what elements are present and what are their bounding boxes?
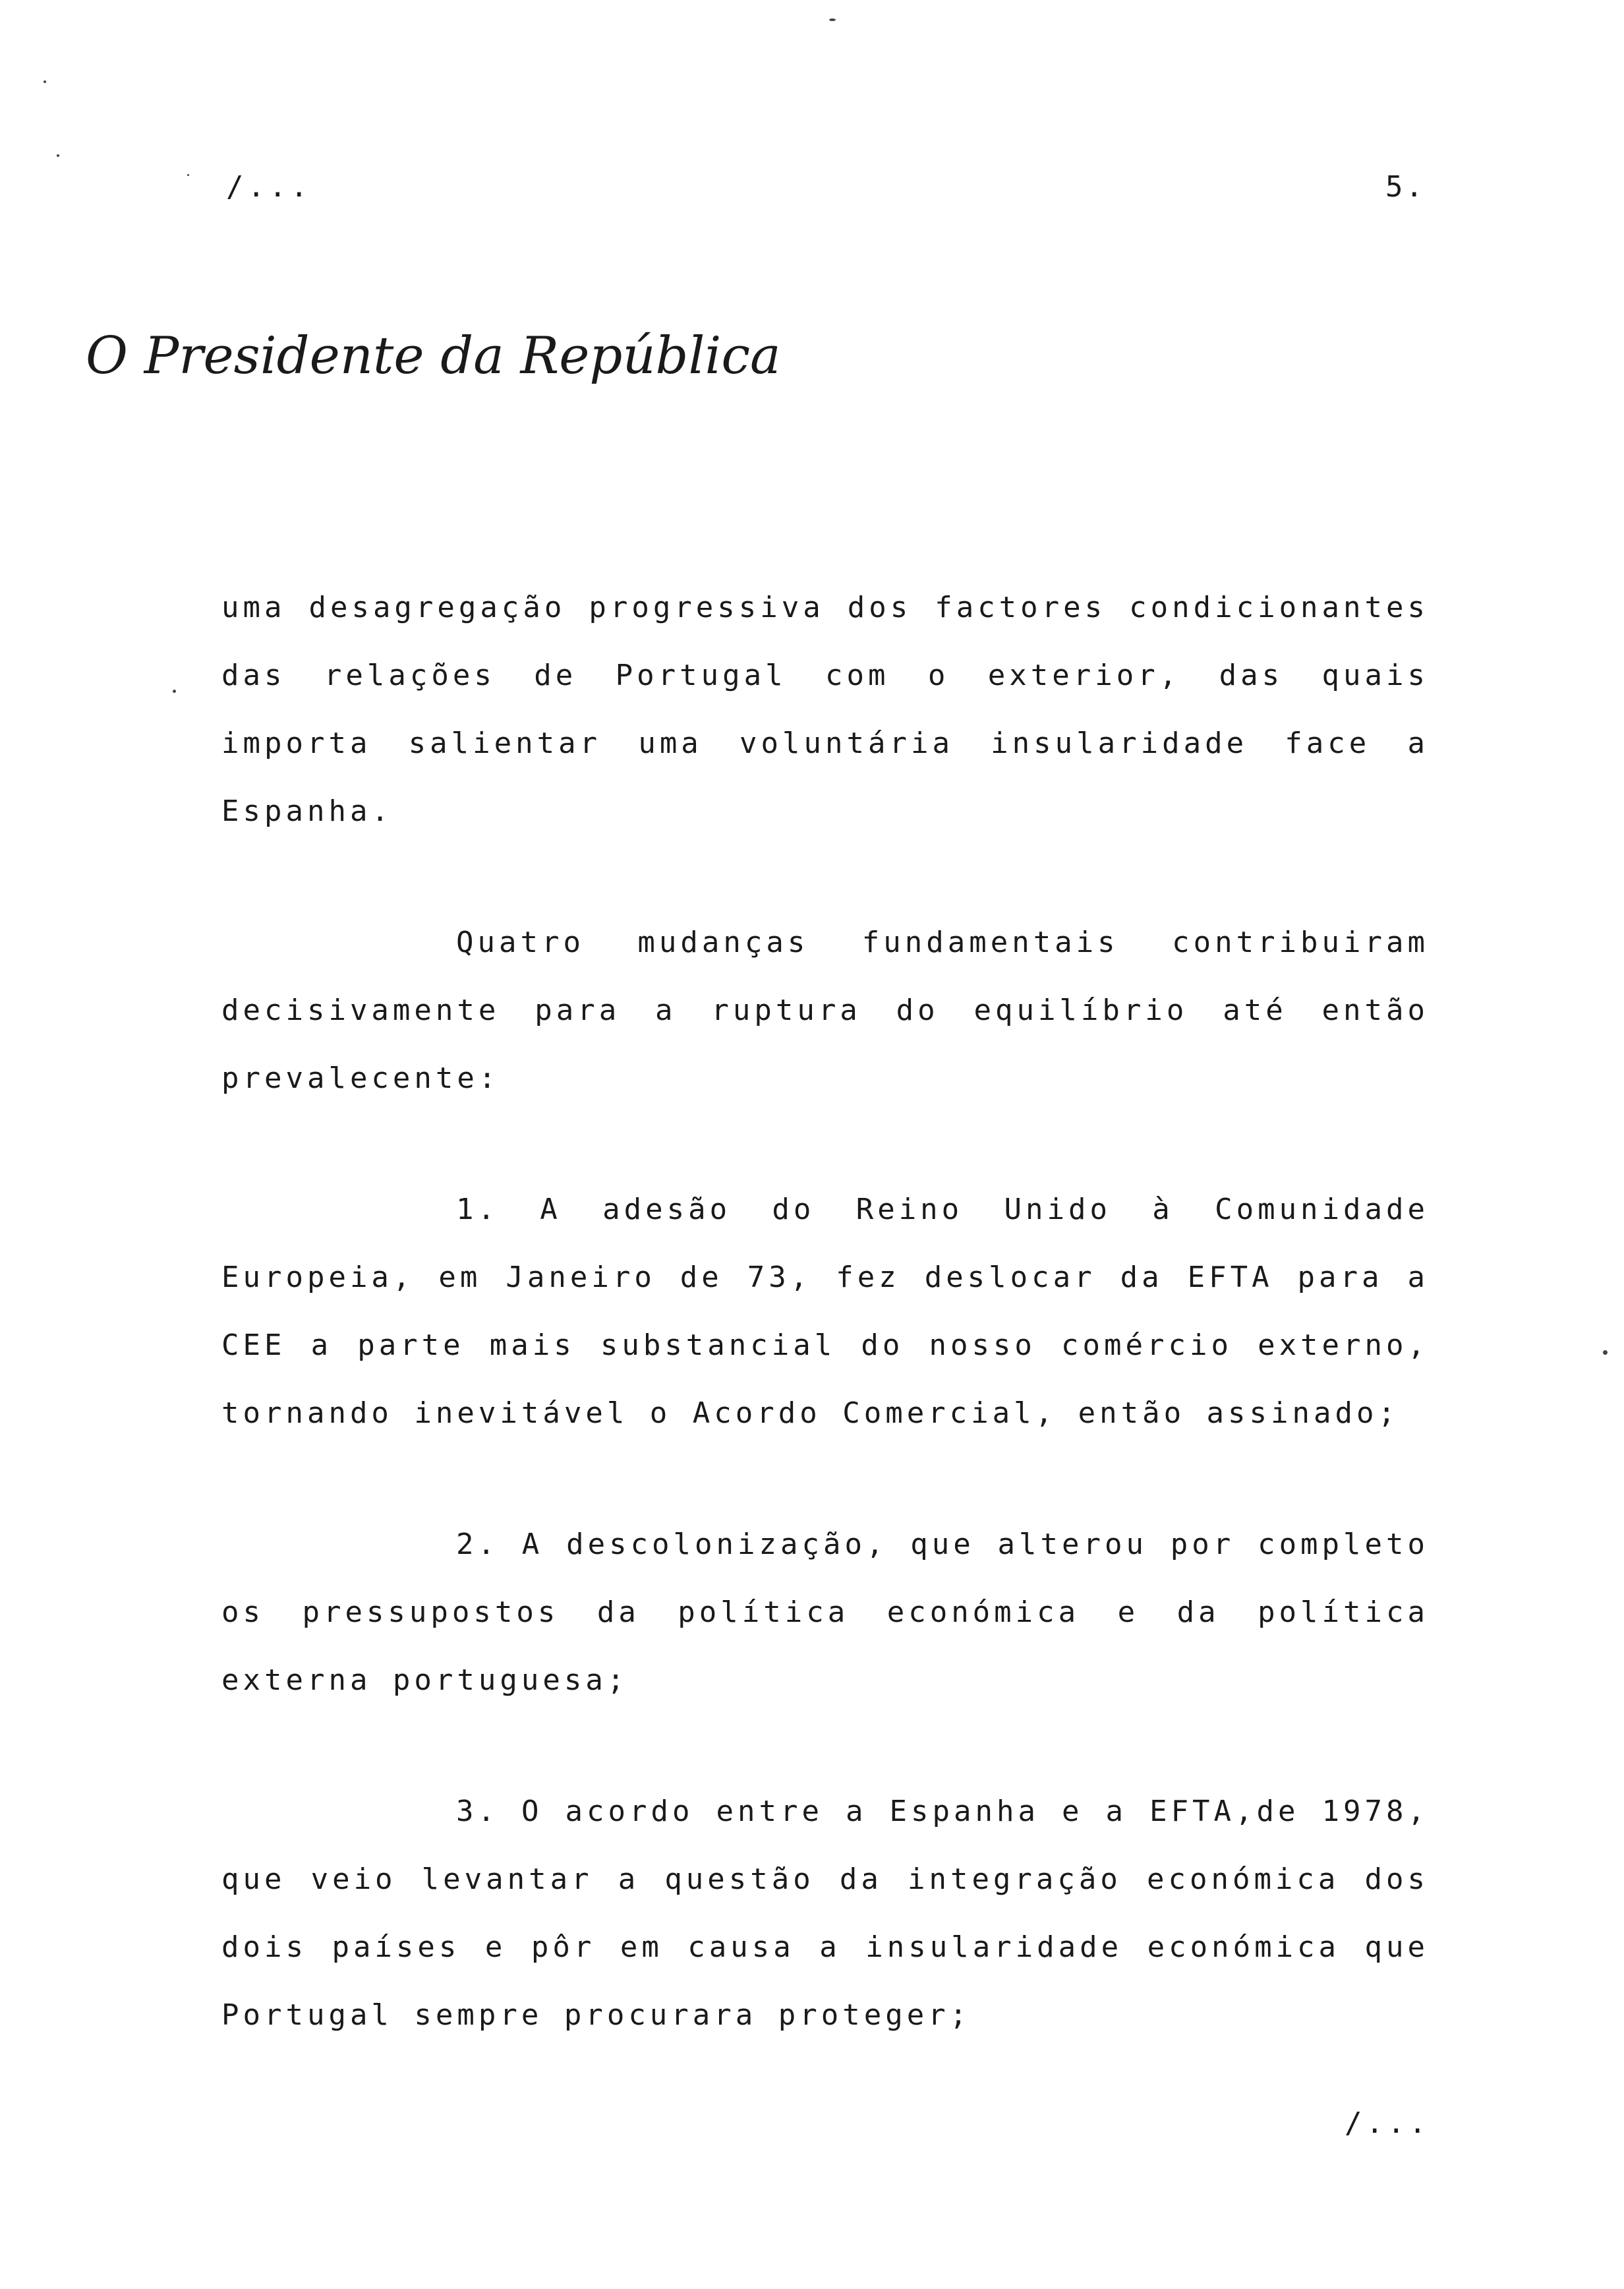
page-number: 5. (1385, 170, 1426, 204)
scan-speck (173, 690, 176, 693)
scan-speck (44, 80, 46, 83)
scan-speck (829, 18, 836, 21)
paragraph-four-changes: Quatro mudanças fundamentais contribuiram decisivamente para a ruptura do equilíbrio até então prevalecente: (221, 926, 1429, 1095)
scan-speck (187, 174, 189, 176)
scan-speck (57, 154, 59, 157)
scan-speck (1603, 1350, 1608, 1355)
paragraph-item-1: 1. A adesão do Reino Unido à Comunidade Europeia, em Janeiro de 73, fez deslocar da EFTA para a CEE a parte mais substancial do nosso comércio externo, tornando inevitável o Acordo Comercial, então assinado; (221, 1193, 1429, 1430)
paragraph-intro: uma desagregação progressiva dos factores condicionantes das relações de Portugal com o exterior, das quais importa salientar uma voluntária insularidade face a Espanha. (221, 591, 1429, 828)
footer-continuation-mark: /... (1345, 2106, 1430, 2140)
letterhead-script (86, 316, 781, 396)
paragraph-item-2: 2. A descolonização, que alterou por completo os pressupostos da política económica e da política externa portuguesa; (221, 1528, 1429, 1697)
letter-body (221, 574, 1429, 2049)
letterhead-text: O Presidente da República (86, 326, 781, 386)
paragraph-item-3: 3. O acordo entre a Espanha e a EFTA,de 1978, que veio levantar a questão da integração económica dos dois países e pôr em causa a insularidade económica que Portugal sempre procurara proteger; (221, 1795, 1429, 2032)
header-continuation-mark: /... (226, 170, 312, 204)
